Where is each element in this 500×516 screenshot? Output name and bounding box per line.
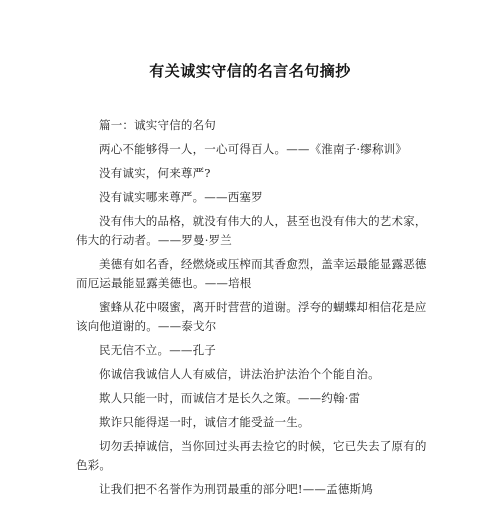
quote-paragraph: 没有伟大的品格，就没有伟大的人，甚至也没有伟大的艺术家，伟大的行动者。——罗曼·罗兰	[76, 214, 427, 247]
document-title: 有关诚实守信的名言名句摘抄	[149, 62, 351, 80]
quote-paragraph: 欺人只能一时，而诚信才是长久之策。——约翰·雷	[99, 391, 361, 405]
document-body	[76, 116, 428, 504]
quote-paragraph: 两心不能够得一人，一心可得百人。——《淮南子·缪称训》	[99, 142, 408, 156]
quote-paragraph: 没有诚实哪来尊严。——西塞罗	[99, 190, 263, 204]
quote-paragraph: 没有诚实，何来尊严?	[99, 166, 211, 180]
quote-paragraph: 欺诈只能得逞一时，诚信才能受益一生。	[99, 415, 310, 429]
section-heading: 篇一：诚实守信的名句	[99, 118, 216, 132]
quote-paragraph: 美德有如名香，经燃烧或压榨而其香愈烈，盖幸运最能显露恶德而厄运最能显露美德也。——培根	[76, 257, 427, 290]
quote-paragraph: 你诚信我诚信人人有威信，讲法治护法治个个能自治。	[99, 367, 380, 381]
quote-paragraph: 让我们把不名誉作为刑罚最重的部分吧!——孟德斯鸠	[99, 482, 373, 496]
quote-paragraph: 民无信不立。——孔子	[99, 343, 216, 357]
quote-paragraph: 切勿丢掉诚信，当你回过头再去捡它的时候，它已失去了原有的色彩。	[76, 439, 427, 472]
quote-paragraph: 蜜蜂从花中啜蜜，离开时营营的道谢。浮夸的蝴蝶却相信花是应该向他道谢的。——泰戈尔	[76, 300, 427, 333]
